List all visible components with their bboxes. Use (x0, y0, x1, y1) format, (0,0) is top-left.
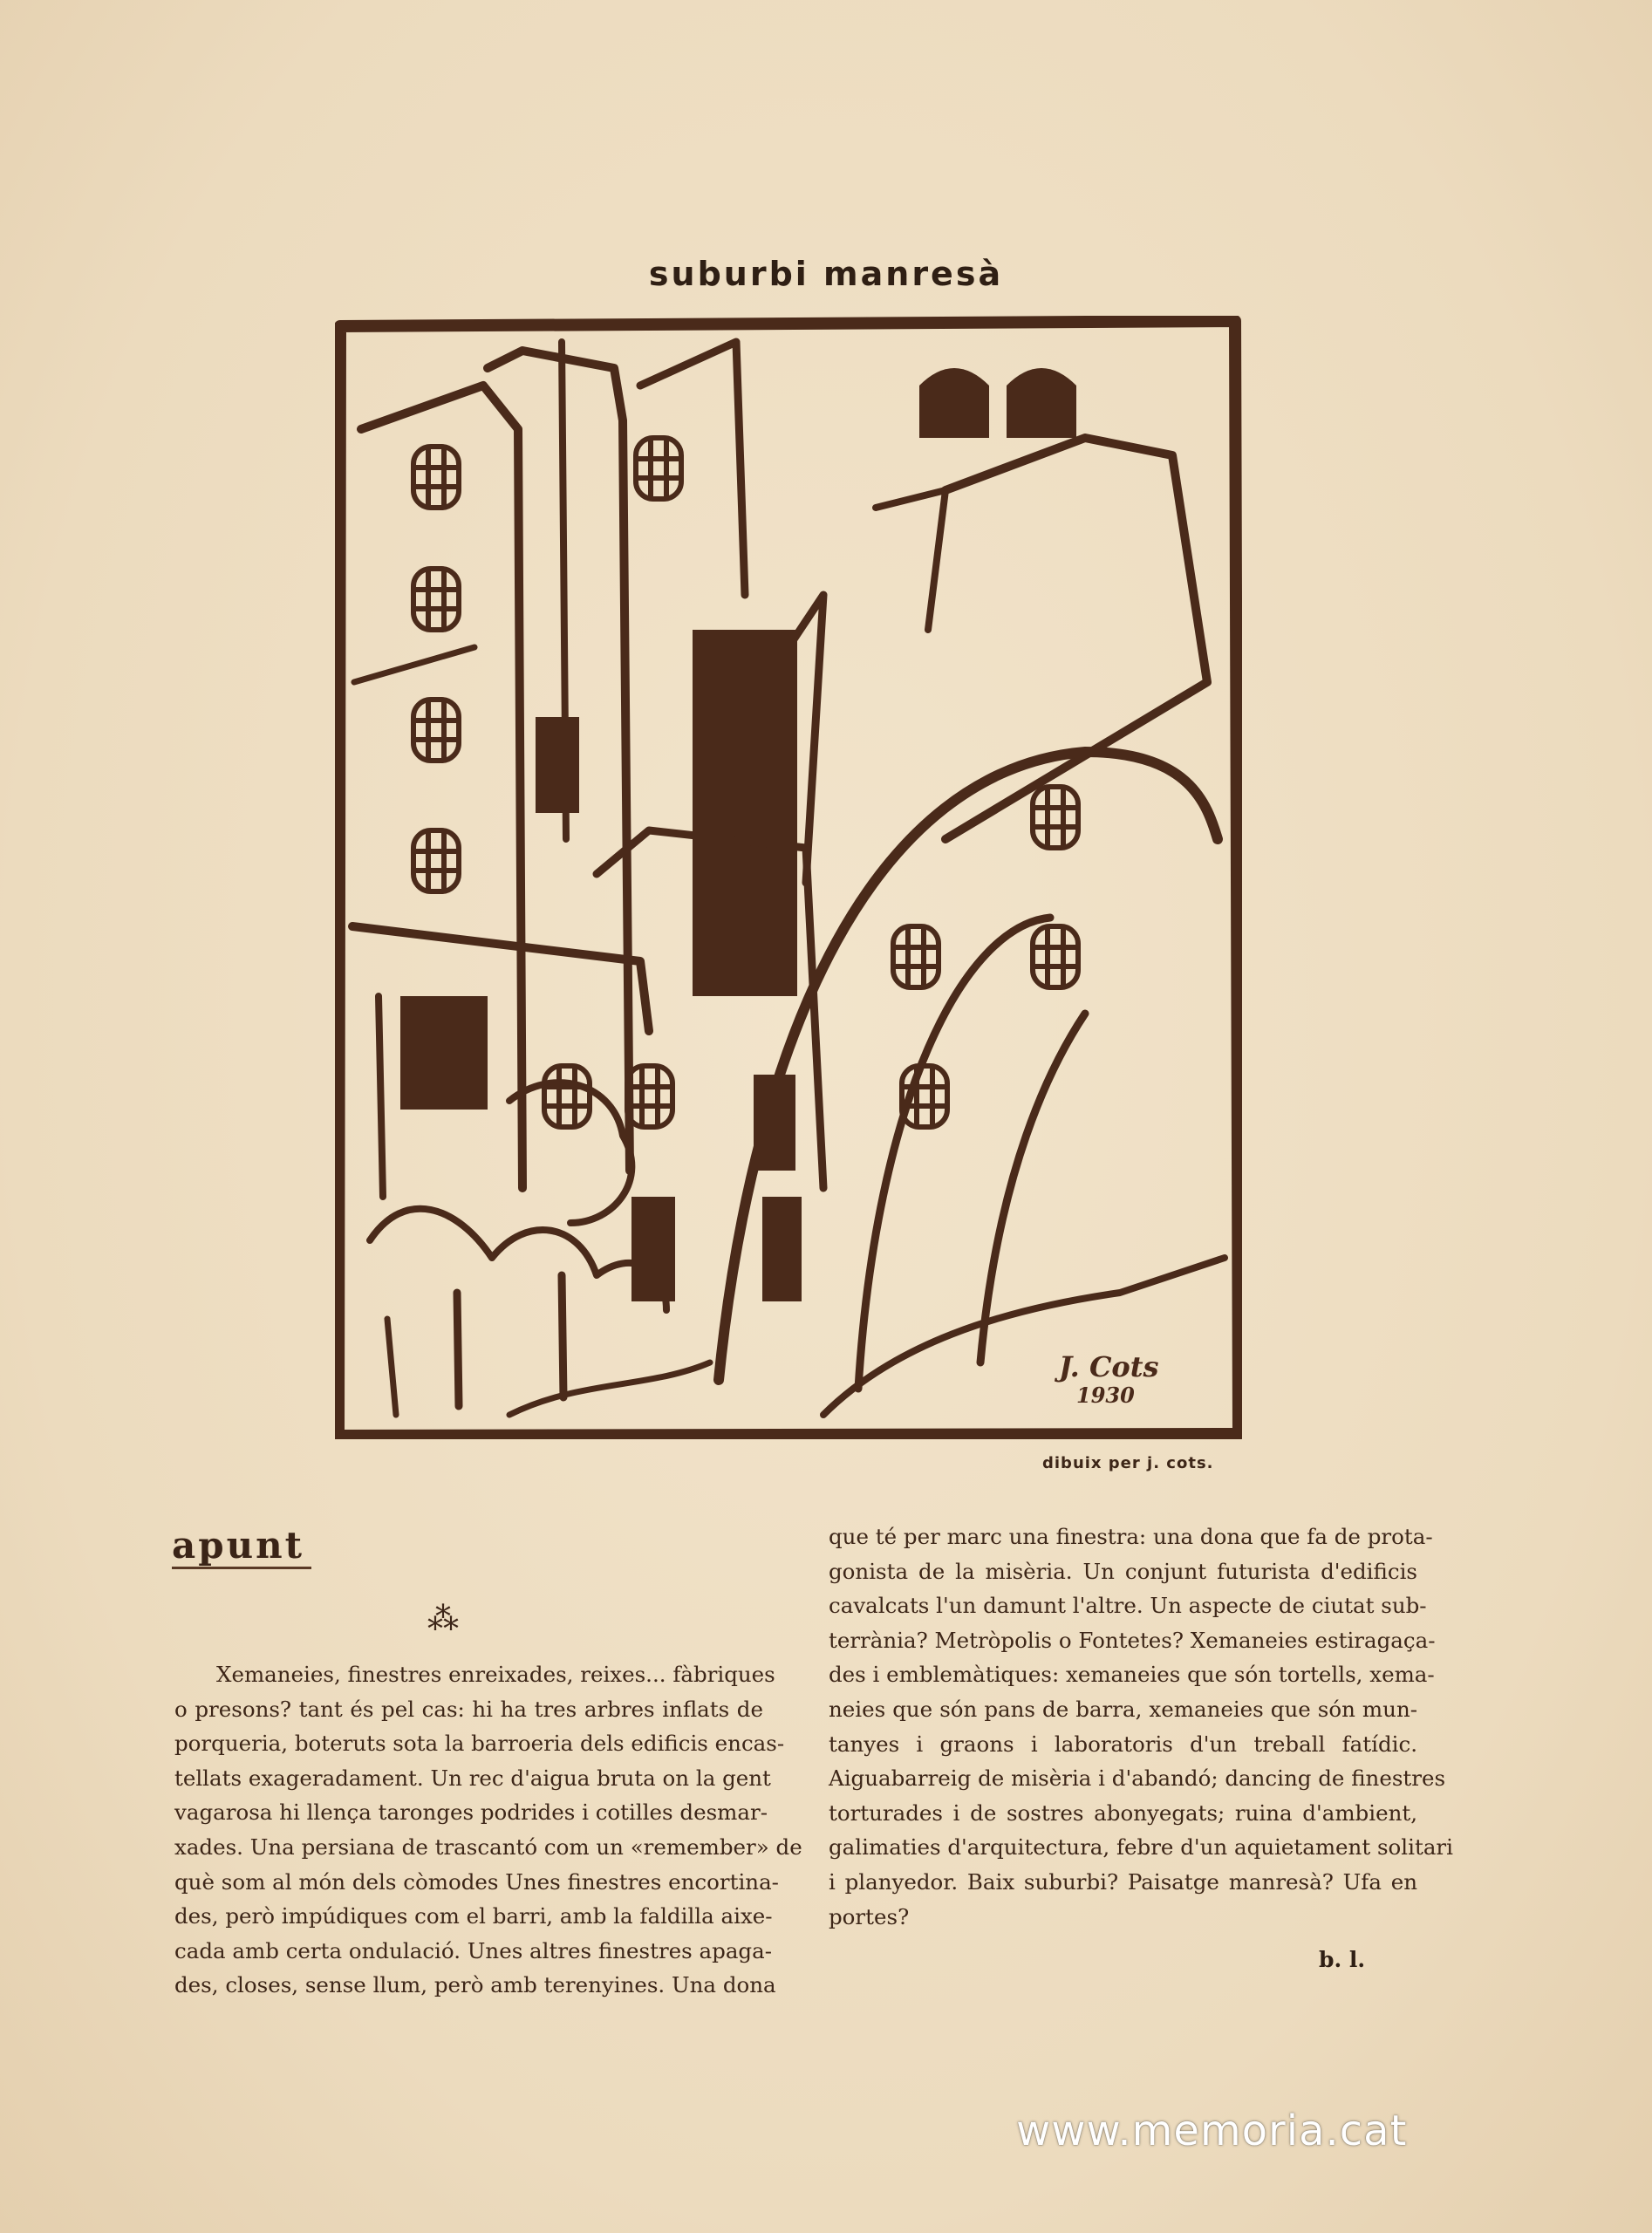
text-line: terrània? Metròpolis o Fontetes? Xemaneies estiragaça- (829, 1627, 1436, 1653)
text-column-left (174, 1657, 802, 2003)
text-line: tellats exageradament. Un rec d'aigua bruta on la gent (174, 1765, 771, 1791)
text-line: que té per marc una finestra: una dona que fa de prota- (829, 1524, 1433, 1549)
text-line: neies que són pans de barra, xemaneies que són mun- (829, 1696, 1417, 1722)
website-watermark: www.memoria.cat (1016, 2107, 1408, 2155)
text-line: galimaties d'arquitectura, febre d'un aquietament solitari (829, 1834, 1453, 1861)
drawing-signature-year: 1930 (1076, 1383, 1135, 1408)
drawing-signature-name: J. Cots (1059, 1350, 1159, 1383)
page-title: suburbi manresà (648, 255, 1004, 293)
text-line: cada amb certa ondulació. Unes altres finestres apaga- (174, 1937, 772, 1963)
text-line: vagarosa hi llença taronges podrides i cotilles desmar- (174, 1799, 768, 1826)
text-line: gonista de la misèria. Un conjunt futurista d'edificis (829, 1558, 1417, 1584)
text-line: des, però impúdiques com el barri, amb la faldilla aixe- (174, 1903, 773, 1929)
illustration-caption: dibuix per j. cots. (1042, 1454, 1214, 1472)
text-line: Xemaneies, finestres enreixades, reixes... fàbriques (216, 1662, 775, 1687)
text-line: què som al món dels còmodes Unes finestres encortina- (174, 1868, 779, 1895)
text-line: portes? (829, 1903, 910, 1929)
text-line: cavalcats l'un damunt l'altre. Un aspecte de ciutat sub- (829, 1593, 1427, 1619)
text-line: porqueria, boteruts sota la barroeria dels edificis encas- (174, 1731, 785, 1757)
author-signature: b. l. (1319, 1947, 1366, 1972)
text-line: Aiguabarreig de misèria i d'abandó; dancing de finestres (829, 1765, 1446, 1792)
text-line: o presons? tant és pel cas: hi ha tres arbres inflats de (174, 1696, 763, 1722)
drawing-signature (1059, 1350, 1159, 1409)
asterism-separator: ⁂ (427, 1601, 461, 1637)
drawing-artwork (335, 316, 1242, 1439)
text-line: torturades i de sostres abonyegats; ruina d'ambient, (829, 1799, 1417, 1826)
heading-underline (172, 1567, 311, 1569)
illustration-suburb-drawing (335, 316, 1242, 1439)
text-line: des i emblemàtiques: xemaneies que són tortells, xema- (829, 1662, 1435, 1688)
section-heading: apunt (172, 1524, 305, 1567)
text-line: des, closes, sense llum, però amb terenyines. Una dona (174, 1972, 776, 1998)
text-line: tanyes i graons i laboratoris d'un treball fatídic. (829, 1731, 1417, 1757)
text-line: i planyedor. Baix suburbi? Paisatge manresà? Ufa en (829, 1868, 1417, 1895)
text-column-right (829, 1519, 1453, 1934)
text-line: xades. Una persiana de trascantó com un «remember» de (174, 1834, 802, 1860)
